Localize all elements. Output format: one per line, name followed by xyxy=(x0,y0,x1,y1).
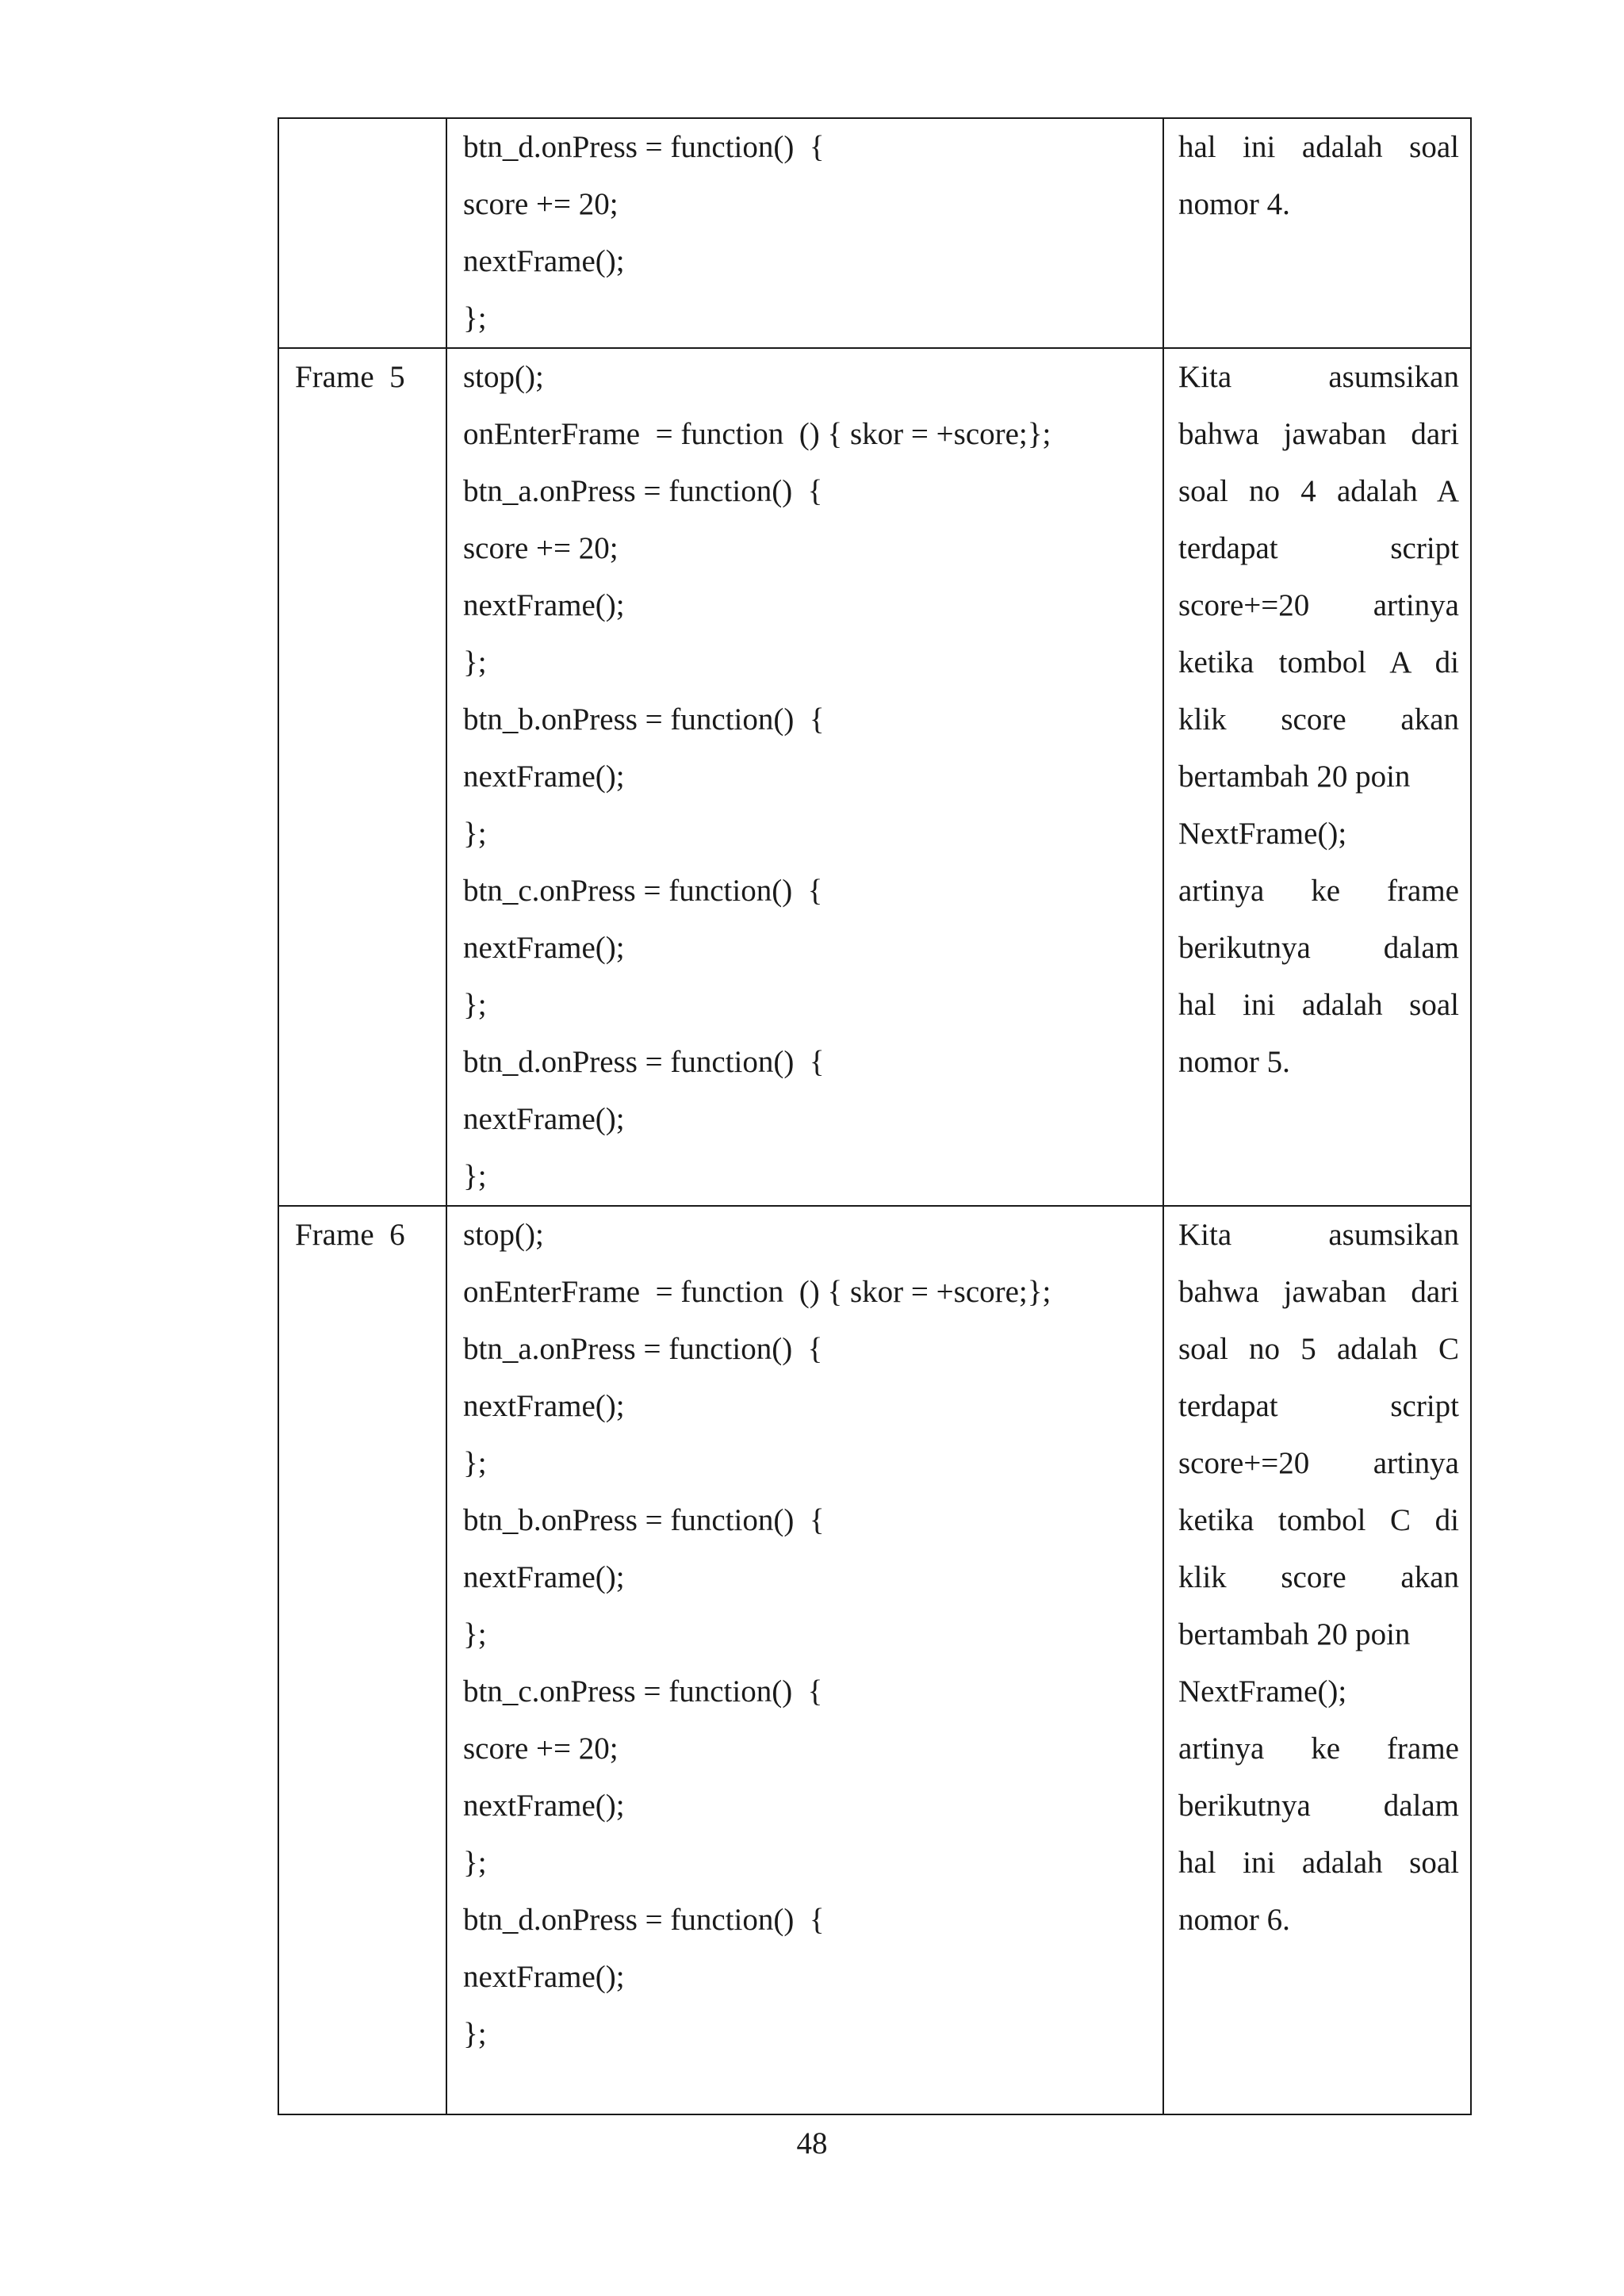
code-line: stop(); xyxy=(463,1218,544,1252)
explanation-cell xyxy=(1163,348,1471,1206)
explanation-line: ketika tombol A di xyxy=(1178,645,1459,679)
script-cell xyxy=(446,348,1163,1206)
script-cell xyxy=(446,118,1163,348)
explanation-cell xyxy=(1163,118,1471,348)
explanation-line: score+=20 artinya xyxy=(1178,588,1459,622)
table-body xyxy=(278,118,1471,2114)
explanation-cell xyxy=(1163,1206,1471,2114)
explanation-line: terdapat script xyxy=(1178,531,1459,565)
table-row xyxy=(278,348,1471,1206)
code-line: }; xyxy=(463,301,487,335)
code-line: nextFrame(); xyxy=(463,931,625,965)
explanation-line: soal no 4 adalah A xyxy=(1178,474,1459,508)
explanation-line: hal ini adalah soal xyxy=(1178,130,1459,164)
code-line: nextFrame(); xyxy=(463,588,625,622)
explanation-line: soal no 5 adalah C xyxy=(1178,1332,1459,1366)
code-line: }; xyxy=(463,1159,487,1193)
code-line: btn_c.onPress = function() { xyxy=(463,874,823,908)
code-line: score += 20; xyxy=(463,1732,619,1766)
explanation-line: terdapat script xyxy=(1178,1389,1459,1423)
frame-label-cell xyxy=(278,1206,446,2114)
frame-label-cell xyxy=(278,118,446,348)
explanation-line: klik score akan xyxy=(1178,1560,1459,1594)
code-explanation-table xyxy=(278,117,1472,2115)
explanation-line: berikutnya dalam xyxy=(1178,1789,1459,1823)
explanation-line: nomor 4. xyxy=(1178,187,1290,221)
explanation-line: hal ini adalah soal xyxy=(1178,1846,1459,1880)
code-line: nextFrame(); xyxy=(463,1960,625,1994)
code-line: stop(); xyxy=(463,360,544,394)
explanation-line: bertambah 20 poin xyxy=(1178,760,1411,794)
explanation-line: hal ini adalah soal xyxy=(1178,988,1459,1022)
explanation-line: berikutnya dalam xyxy=(1178,931,1459,965)
explanation-line: artinya ke frame xyxy=(1178,874,1459,908)
explanation-line: klik score akan xyxy=(1178,702,1459,737)
explanation-line: bertambah 20 poin xyxy=(1178,1617,1411,1651)
code-line: nextFrame(); xyxy=(463,760,625,794)
explanation-line: artinya ke frame xyxy=(1178,1732,1459,1766)
explanation-line: nomor 6. xyxy=(1178,1903,1290,1937)
code-line: onEnterFrame = function () { skor = +score;}; xyxy=(463,1275,1051,1309)
explanation-line: nomor 5. xyxy=(1178,1045,1290,1079)
script-cell xyxy=(446,1206,1163,2114)
table-row xyxy=(278,118,1471,348)
code-line: score += 20; xyxy=(463,531,619,565)
code-line: }; xyxy=(463,1617,487,1651)
code-line: nextFrame(); xyxy=(463,1102,625,1136)
explanation-line: ketika tombol C di xyxy=(1178,1503,1459,1537)
code-line: onEnterFrame = function () { skor = +score;}; xyxy=(463,417,1051,451)
code-line: btn_d.onPress = function() { xyxy=(463,130,825,164)
explanation-line: NextFrame(); xyxy=(1178,817,1347,851)
code-line: nextFrame(); xyxy=(463,1389,625,1423)
frame-label xyxy=(295,119,446,176)
code-line: btn_a.onPress = function() { xyxy=(463,1332,823,1366)
page-number: 48 xyxy=(796,2126,828,2160)
code-line: }; xyxy=(463,2017,487,2051)
code-line: nextFrame(); xyxy=(463,1560,625,1594)
frame-label: Frame 6 xyxy=(295,1218,405,1252)
explanation-line: score+=20 artinya xyxy=(1178,1446,1459,1480)
table-row xyxy=(278,1206,1471,2114)
frame-label: Frame 5 xyxy=(295,360,405,394)
code-line: }; xyxy=(463,988,487,1022)
frame-label-cell xyxy=(278,348,446,1206)
code-line: score += 20; xyxy=(463,187,619,221)
code-line: }; xyxy=(463,817,487,851)
code-line: nextFrame(); xyxy=(463,1789,625,1823)
code-line: nextFrame(); xyxy=(463,244,625,278)
code-line: btn_d.onPress = function() { xyxy=(463,1045,825,1079)
explanation-line: Kita asumsikan xyxy=(1178,360,1459,394)
code-line: btn_b.onPress = function() { xyxy=(463,702,825,737)
code-line: btn_b.onPress = function() { xyxy=(463,1503,825,1537)
code-line: }; xyxy=(463,1446,487,1480)
explanation-line: Kita asumsikan xyxy=(1178,1218,1459,1252)
explanation-line: bahwa jawaban dari xyxy=(1178,417,1459,451)
code-line: }; xyxy=(463,1846,487,1880)
explanation-line: NextFrame(); xyxy=(1178,1674,1347,1709)
code-line: btn_c.onPress = function() { xyxy=(463,1674,823,1709)
code-line: btn_a.onPress = function() { xyxy=(463,474,823,508)
code-line: btn_d.onPress = function() { xyxy=(463,1903,825,1937)
explanation-line: bahwa jawaban dari xyxy=(1178,1275,1459,1309)
code-line: }; xyxy=(463,645,487,679)
